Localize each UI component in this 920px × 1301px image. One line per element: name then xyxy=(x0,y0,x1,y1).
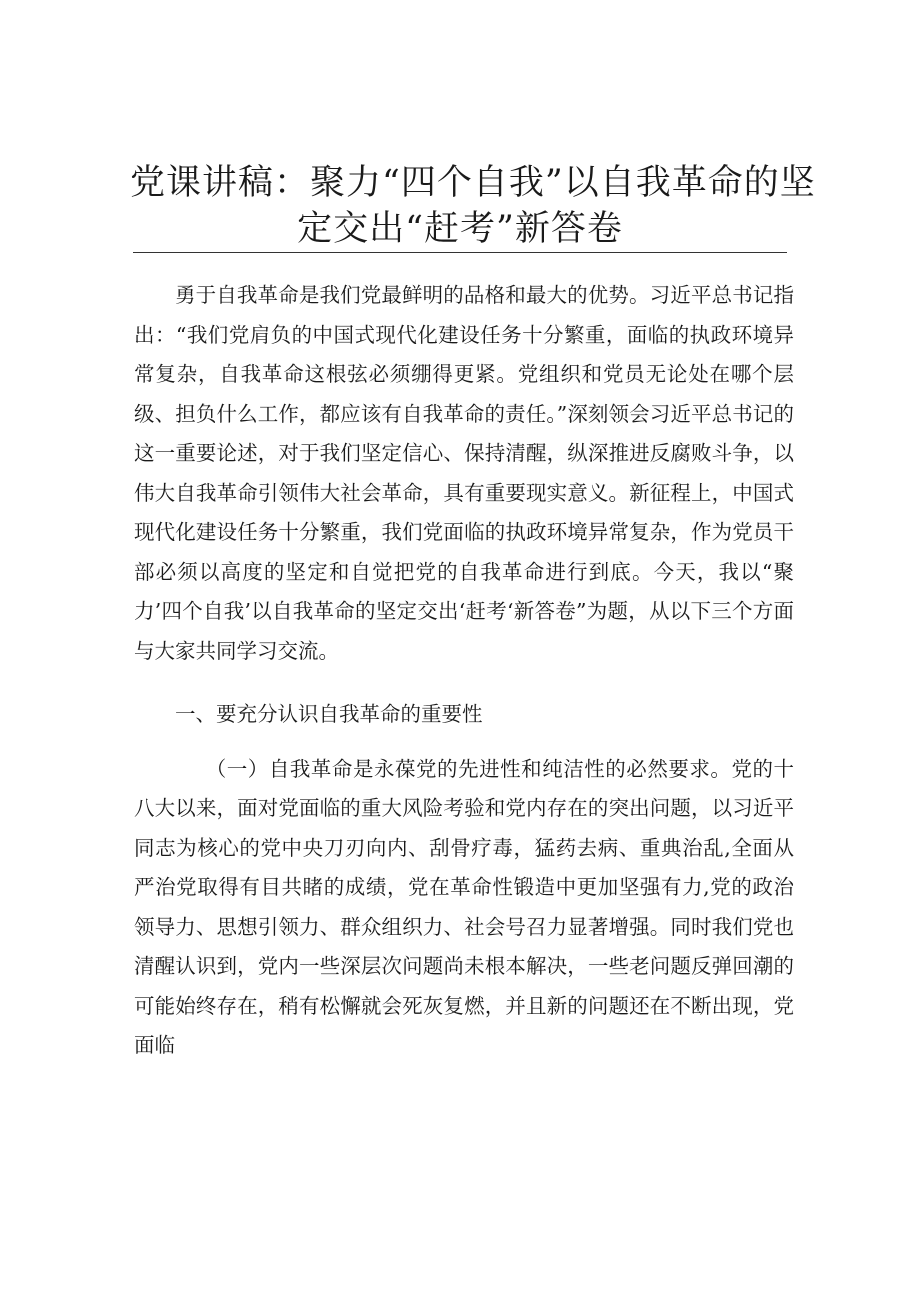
document-title-line-1: 党课讲稿：聚力“四个自我”以自我革命的坚 xyxy=(130,163,816,203)
intro-paragraph: 勇于自我革命是我们党最鲜明的品格和最大的优势。习近平总书记指出：“我们党肩负的中国式现代化建设任务十分繁重，面临的执政环境异常复杂，自我革命这根弦必须绷得更紧。党组织和党员无论处在哪个层级、担负什么工作，都应该有自我革命的责任。”深刻领会习近平总书记的这一重要论述，对于我们坚定信心、保持清醒，纵深推进反腐败斗争，以伟大自我革命引领伟大社会革命，具有重要现实意义。新征程上，中国式现代化建设任务十分繁重，我们党面临的执政环境异常复杂，作为党员干部必须以高度的坚定和自觉把党的自我革命进行到底。今天，我以“聚力’四个自我’以自我革命的坚定交出‘赶考‘新答卷”为题，从以下三个方面与大家共同学习交流。 xyxy=(134,283,794,663)
section-heading: 一、要充分认识自我革命的重要性 xyxy=(175,702,483,726)
subsection-paragraph: （一）自我革命是永葆党的先进性和纯洁性的必然要求。党的十八大以来，面对党面临的重大风险考验和党内存在的突出问题，以习近平同志为核心的党中央刀刃向内、刮骨疗毒，猛药去病、重典治乱,全面从严治党取得有目共睹的成绩，党在革命性锻造中更加坚强有力,党的政治领导力、思想引领力、群众组织力、社会号召力显著增强。同时我们党也清醒认识到，党内一些深层次问题尚未根本解决，一些老问题反弹回潮的可能始终存在，稍有松懈就会死灰复燃，并且新的问题还在不断出现，党面临 xyxy=(134,756,794,1057)
document-title xyxy=(130,160,816,252)
document-body xyxy=(134,276,794,1066)
document-title-line-2: 定交出“赶考”新答卷 xyxy=(297,209,623,249)
title-underline xyxy=(133,252,787,253)
